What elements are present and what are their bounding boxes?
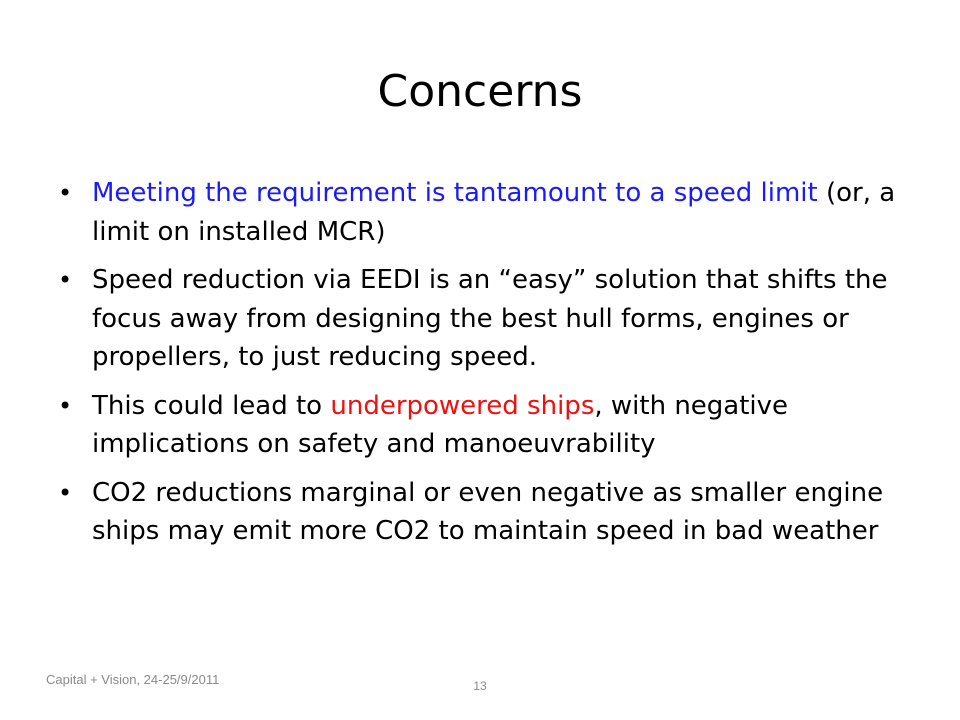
bullet-text: , with negative implications on safety and manoeuvrability: [92, 390, 789, 459]
bullet-highlight-text: underpowered ships: [330, 390, 595, 421]
bullet-item-4: [58, 474, 918, 551]
slide-title: Concerns: [377, 66, 583, 117]
bullet-text: (or, a limit on installed MCR): [92, 178, 896, 247]
bullet-marker: •: [58, 266, 73, 294]
bullet-item-3: [58, 387, 918, 464]
page-number: 13: [473, 679, 487, 693]
bullet-list: [58, 174, 918, 561]
bullet-text: This could lead to: [92, 390, 331, 421]
bullet-item-2: [58, 261, 918, 377]
bullet-text: Meeting the requirement is tantamount to a speed limit: [92, 178, 818, 208]
bullet-marker: •: [58, 179, 73, 207]
bullet-text: CO2 reductions marginal or even negative as smaller engine ships may emit more CO2 to maintain speed in bad weather: [92, 477, 884, 546]
bullet-marker: •: [58, 391, 73, 420]
bullet-item-1: [58, 174, 918, 251]
bullet-marker: •: [58, 478, 73, 507]
bullet-text: Speed reduction via EEDI is an “easy” solution that shifts the focus away from designing the best hull forms, engines or propellers, to just reducing speed.: [92, 265, 888, 372]
footer-event-label: Capital + Vision, 24-25/9/2011: [46, 672, 220, 687]
